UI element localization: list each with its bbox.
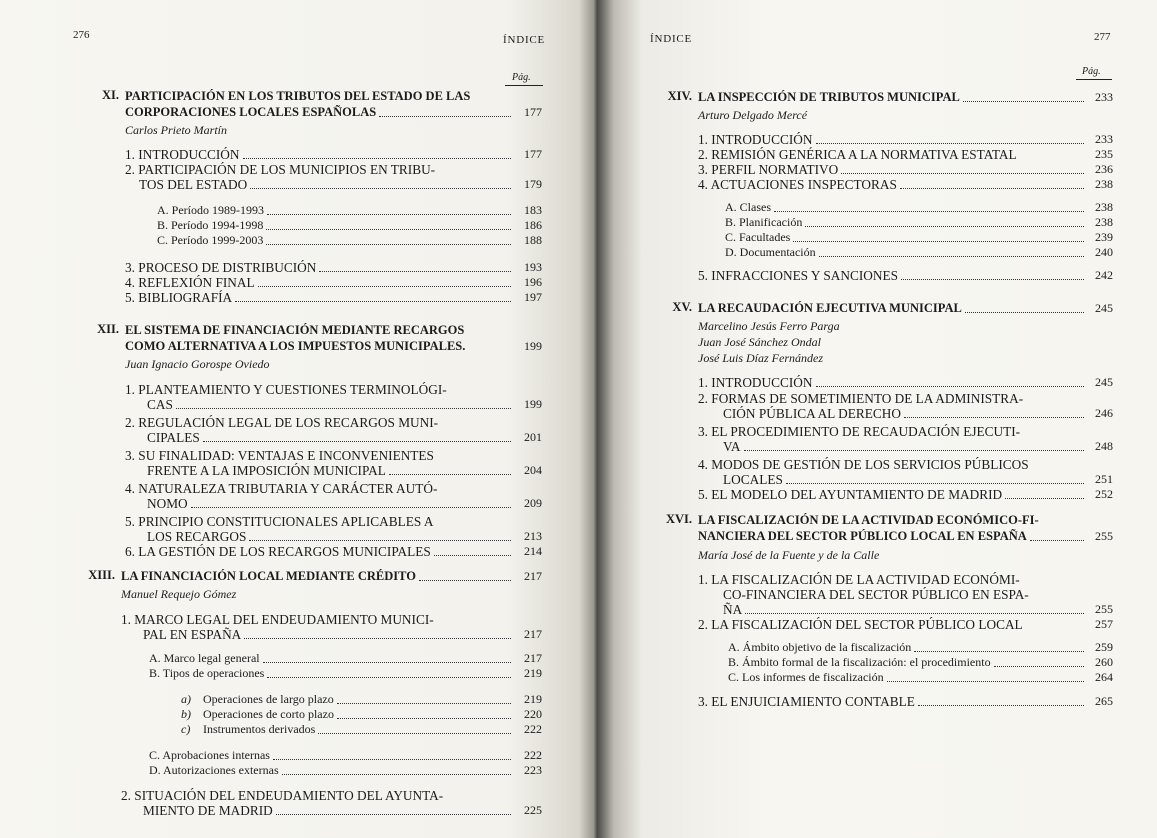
section-title: LA FISCALIZACIÓN DE LA ACTIVIDAD ECONÓMICO-FI- (698, 513, 1039, 527)
page-ref: 183 (524, 203, 542, 217)
page-ref: 240 (1095, 245, 1113, 259)
page-ref: 217 (524, 569, 542, 583)
toc-entry-label: 1. INTRODUCCIÓN (125, 147, 240, 162)
toc-entry-label: C. Los informes de fiscalización (728, 670, 884, 684)
leader-dots (434, 555, 511, 556)
toc-entry-label: MIENTO DE MADRID (143, 803, 273, 818)
page-ref: 217 (524, 627, 542, 641)
toc-entry-label: 4. MODOS DE GESTIÓN DE LOS SERVICIOS PÚBLICOS (698, 457, 1029, 472)
page-ref: 260 (1095, 655, 1113, 669)
toc-entry-label: 1. INTRODUCCIÓN (698, 132, 813, 147)
toc-entry-label: LOS RECARGOS (147, 529, 247, 544)
leader-dots (419, 580, 511, 581)
page-ref: 219 (524, 692, 542, 706)
author-name: Arturo Delgado Mercé (698, 108, 808, 122)
page-ref: 248 (1095, 439, 1113, 453)
page-ref: 235 (1095, 147, 1113, 161)
right-page (597, 0, 1157, 838)
toc-entry-label: CIPALES (147, 430, 200, 445)
page-ref: 238 (1095, 177, 1113, 191)
page-ref: 265 (1095, 694, 1113, 708)
page-ref: 259 (1095, 640, 1113, 654)
page-ref: 209 (524, 496, 542, 510)
toc-entry-label: ÑA (723, 602, 743, 617)
leader-dots (266, 229, 511, 230)
leader-dots (235, 301, 511, 302)
toc-entry-label: VA (723, 439, 741, 454)
leader-dots (337, 718, 511, 719)
toc-entry-label: A. Clases (725, 200, 771, 214)
page-ref: 238 (1095, 200, 1113, 214)
toc-entry-label: 3. PERFIL NORMATIVO (698, 162, 839, 177)
section-number: XV. (672, 300, 692, 314)
toc-entry-label: D. Documentación (725, 245, 816, 259)
toc-section (667, 89, 1113, 283)
toc-entry-label: B. Tipos de operaciones (149, 666, 265, 680)
toc-entry-label: 2. SITUACIÓN DEL ENDEUDAMIENTO DEL AYUNTA- (121, 788, 444, 803)
toc-entry-label: 4. ACTUACIONES INSPECTORAS (698, 177, 897, 192)
page-ref: 245 (1095, 375, 1113, 389)
toc-entry-label: 2. REGULACIÓN LEGAL DE LOS RECARGOS MUNI- (125, 415, 439, 430)
section-number: XII. (97, 322, 119, 336)
toc-entry-label: A. Ámbito objetivo de la fiscalización (728, 640, 912, 654)
leader-dots (263, 662, 511, 663)
leader-dots (816, 143, 1085, 144)
page-ref: 236 (1095, 162, 1113, 176)
toc-entry-label: C. Facultades (725, 230, 791, 244)
leader-dots (744, 450, 1085, 451)
leader-dots (176, 408, 511, 409)
leader-dots (267, 677, 511, 678)
toc-entry-label: 5. PRINCIPIO CONSTITUCIONALES APLICABLES A (125, 514, 434, 529)
page-ref: 201 (524, 430, 542, 444)
toc-entry-label: 4. NATURALEZA TRIBUTARIA Y CARÁCTER AUTÓ- (125, 481, 438, 496)
toc-entry-label: D. Autorizaciones externas (149, 763, 279, 777)
page-ref: 193 (524, 260, 542, 274)
page-ref: 251 (1095, 472, 1113, 486)
leader-dots (318, 733, 511, 734)
author-name: Juan Ignacio Gorospe Oviedo (125, 357, 270, 371)
toc-entry-label: 4. REFLEXIÓN FINAL (125, 275, 255, 290)
leader-dots (904, 417, 1084, 418)
leader-dots (965, 312, 1084, 313)
leader-dots (276, 814, 511, 815)
author-name: Juan José Sánchez Ondal (698, 335, 821, 349)
author-name: María José de la Fuente y de la Calle (698, 548, 880, 562)
toc-entry-label: Operaciones de corto plazo (203, 707, 334, 721)
page-ref: 199 (524, 397, 542, 411)
toc-entry-marker: b) (181, 707, 191, 721)
leader-dots (266, 244, 511, 245)
page-ref: 233 (1095, 132, 1113, 146)
toc-entry-label: Operaciones de largo plazo (203, 692, 334, 706)
page-ref: 252 (1095, 487, 1113, 501)
page-ref: 204 (524, 463, 542, 477)
page-ref: 199 (524, 339, 542, 353)
page-ref: 239 (1095, 230, 1113, 244)
page-ref: 196 (524, 275, 542, 289)
toc-entry-label: 3. PROCESO DE DISTRIBUCIÓN (125, 260, 317, 275)
toc-entry-label: CIÓN PÚBLICA AL DERECHO (723, 406, 901, 421)
toc-entry-label: PAL EN ESPAÑA (143, 627, 242, 642)
page-ref: 264 (1095, 670, 1113, 684)
toc-entry-label: C. Aprobaciones internas (149, 748, 270, 762)
page-ref: 179 (524, 177, 542, 191)
leader-dots (805, 226, 1084, 227)
toc-entry-label: 1. INTRODUCCIÓN (698, 375, 813, 390)
leader-dots (994, 666, 1084, 667)
toc-entry-marker: c) (181, 722, 191, 736)
running-head: ÍNDICE (503, 34, 546, 46)
leader-dots (379, 116, 511, 117)
page-ref: 242 (1095, 268, 1113, 282)
toc-entry-label: B. Planificación (725, 215, 803, 229)
page-ref: 217 (524, 651, 542, 665)
leader-dots (273, 759, 511, 760)
page-ref: 214 (524, 544, 542, 558)
section-number: XIII. (88, 568, 115, 582)
pag-rule (505, 85, 543, 86)
leader-dots (816, 386, 1085, 387)
toc-entry-label: 2. REMISIÓN GENÉRICA A LA NORMATIVA ESTATAL (698, 147, 1017, 162)
page-number: 277 (1094, 31, 1111, 43)
leader-dots (774, 211, 1084, 212)
toc-entry-label: CO-FINANCIERA DEL SECTOR PÚBLICO EN ESPA- (723, 587, 1029, 602)
leader-dots (337, 703, 511, 704)
page-ref: 245 (1095, 301, 1113, 315)
page-ref: 223 (524, 763, 542, 777)
page-ref: 186 (524, 218, 542, 232)
toc-section (97, 322, 542, 559)
leader-dots (918, 705, 1084, 706)
leader-dots (793, 241, 1084, 242)
leader-dots (887, 681, 1084, 682)
toc-entry-label: 2. PARTICIPACIÓN DE LOS MUNICIPIOS EN TRIBU- (125, 162, 436, 177)
section-number: XVI. (665, 512, 692, 526)
toc-entry-label: CAS (147, 397, 173, 412)
leader-dots (282, 774, 511, 775)
leader-dots (250, 188, 511, 189)
section-title: EL SISTEMA DE FINANCIACIÓN MEDIANTE RECARGOS (125, 323, 465, 337)
toc-entry-label: 3. EL PROCEDIMIENTO DE RECAUDACIÓN EJECUTI- (698, 424, 1021, 439)
page-ref: 246 (1095, 406, 1113, 420)
leader-dots (267, 214, 511, 215)
section-title: CORPORACIONES LOCALES ESPAÑOLAS (125, 105, 377, 119)
toc-entry-label: A. Período 1989-1993 (157, 203, 264, 217)
section-title: NANCIERA DEL SECTOR PÚBLICO LOCAL EN ESPAÑA (698, 529, 1027, 543)
leader-dots (1030, 540, 1084, 541)
leader-dots (191, 507, 511, 508)
page-ref: 219 (524, 666, 542, 680)
toc-entry-label: 1. LA FISCALIZACIÓN DE LA ACTIVIDAD ECONÓMI- (698, 572, 1020, 587)
toc-entry-label: 2. FORMAS DE SOMETIMIENTO DE LA ADMINISTRA- (698, 391, 1024, 406)
section-title: PARTICIPACIÓN EN LOS TRIBUTOS DEL ESTADO DE LAS (125, 89, 471, 103)
toc-entry-label: B. Ámbito formal de la fiscalización: el procedimiento (728, 655, 991, 669)
leader-dots (249, 540, 511, 541)
leader-dots (786, 483, 1084, 484)
toc-section (101, 88, 542, 305)
leader-dots (963, 101, 1084, 102)
leader-dots (243, 158, 512, 159)
toc-entry-label: 2. LA FISCALIZACIÓN DEL SECTOR PÚBLICO LOCAL (698, 617, 1023, 632)
toc-entry-label: 1. PLANTEAMIENTO Y CUESTIONES TERMINOLÓGI- (125, 382, 447, 397)
page-number: 276 (73, 29, 90, 41)
page-ref: 257 (1095, 617, 1113, 631)
leader-dots (841, 173, 1084, 174)
page-ref: 233 (1095, 90, 1113, 104)
page-ref: 188 (524, 233, 542, 247)
toc-entry-marker: a) (181, 692, 191, 706)
toc-entry-label: LOCALES (723, 472, 783, 487)
toc-entry-label: FRENTE A LA IMPOSICIÓN MUNICIPAL (147, 463, 386, 478)
author-name: Manuel Requejo Gómez (121, 587, 237, 601)
leader-dots (389, 474, 511, 475)
toc-entry-label: 3. SU FINALIDAD: VENTAJAS E INCONVENIENTES (125, 448, 434, 463)
section-title: LA INSPECCIÓN DE TRIBUTOS MUNICIPAL (698, 90, 960, 104)
section-title: LA FINANCIACIÓN LOCAL MEDIANTE CRÉDITO (121, 569, 416, 583)
toc-entry-label: TOS DEL ESTADO (139, 177, 248, 192)
toc-entry-label: 5. EL MODELO DEL AYUNTAMIENTO DE MADRID (698, 487, 1003, 502)
page-ref: 222 (524, 722, 542, 736)
page-ref: 238 (1095, 215, 1113, 229)
toc-entry-label: 1. MARCO LEGAL DEL ENDEUDAMIENTO MUNICI- (121, 612, 434, 627)
toc-section (672, 300, 1113, 502)
toc-section (88, 568, 542, 818)
section-number: XIV. (667, 89, 692, 103)
page-ref: 220 (524, 707, 542, 721)
leader-dots (203, 441, 511, 442)
toc-entry-label: C. Período 1999-2003 (157, 233, 264, 247)
leader-dots (1005, 498, 1084, 499)
author-name: Carlos Prieto Martín (125, 123, 228, 137)
toc-entry-label: 6. LA GESTIÓN DE LOS RECARGOS MUNICIPALES (125, 544, 431, 559)
section-title: LA RECAUDACIÓN EJECUTIVA MUNICIPAL (698, 301, 962, 315)
page-ref: 177 (524, 105, 542, 119)
page-ref: 255 (1095, 529, 1113, 543)
toc-entry-label: 3. EL ENJUICIAMIENTO CONTABLE (698, 694, 915, 709)
page-ref: 225 (524, 803, 542, 817)
leader-dots (745, 613, 1084, 614)
author-name: Marcelino Jesús Ferro Parga (698, 319, 840, 333)
page-ref: 222 (524, 748, 542, 762)
section-number: XI. (101, 88, 119, 102)
leader-dots (819, 256, 1084, 257)
leader-dots (244, 638, 511, 639)
pag-label: Pág. (512, 72, 531, 83)
toc-entry-label: 5. INFRACCIONES Y SANCIONES (698, 268, 898, 283)
running-head: ÍNDICE (650, 33, 693, 45)
page-ref: 255 (1095, 602, 1113, 616)
author-name: José Luis Díaz Fernández (698, 351, 823, 365)
leader-dots (901, 279, 1084, 280)
pag-label: Pág. (1082, 66, 1101, 77)
toc-entry-label: NOMO (147, 496, 188, 511)
toc-entry-label: 5. BIBLIOGRAFÍA (125, 290, 233, 305)
page-ref: 197 (524, 290, 542, 304)
pag-rule (1076, 79, 1112, 80)
toc-entry-label: A. Marco legal general (149, 651, 260, 665)
page-ref: 213 (524, 529, 542, 543)
toc-section (665, 512, 1113, 709)
toc-entry-label: B. Período 1994-1998 (157, 218, 264, 232)
page-ref: 177 (524, 147, 542, 161)
section-title: COMO ALTERNATIVA A LOS IMPUESTOS MUNICIPALES. (125, 339, 466, 353)
leader-dots (319, 271, 511, 272)
leader-dots (258, 286, 511, 287)
toc-entry-label: Instrumentos derivados (203, 722, 316, 736)
leader-dots (914, 651, 1084, 652)
leader-dots (900, 188, 1084, 189)
